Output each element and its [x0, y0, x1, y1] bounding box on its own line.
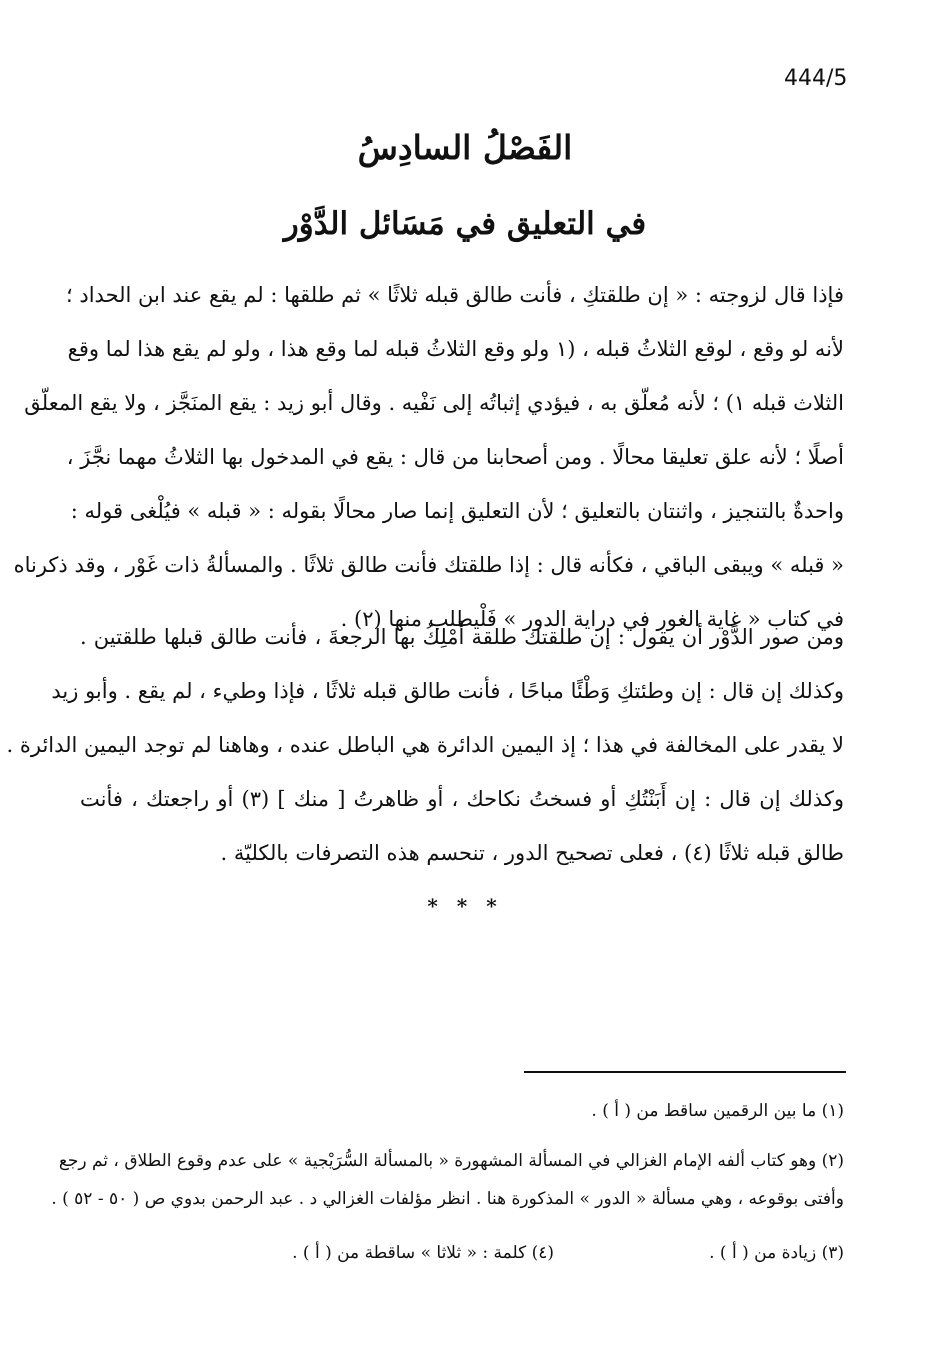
footnote-divider [524, 1071, 846, 1073]
paragraph-line: طالق قبله ثلاثًا (٤) ، فعلى تصحيح الدور ، تنحسم هذه التصرفات بالكليّة . [220, 841, 844, 865]
footnote-line: (٢) وهو كتاب ألفه الإمام الغزالي في المسألة المشهورة « بالمسألة السُّرَيْجية » على عدم وقوع الطلاق ، ثم رجع [58, 1151, 844, 1171]
paragraph-line: لأنه لو وقع ، لوقع الثلاثُ قبله ، (١ ولو وقع الثلاثُ قبله لما وقع هذا ، ولو لم يقع هذا لما وقع [67, 337, 844, 361]
paragraph-line: لا يقدر على المخالفة في هذا ؛ إذ اليمين الدائرة هي الباطل عنده ، وهاهنا لم توجد اليمين الدائرة . [6, 733, 844, 757]
paragraph-line: وكذلك إن قال : إن أَبَنْتُكِ أو فسختُ نكاحك ، أو ظاهرتُ [ منك ] (٣) أو راجعتك ، فأنت [80, 787, 844, 811]
paragraph-line: الثلاث قبله ١) ؛ لأنه مُعلّق به ، فيؤدي إثباتُه إلى نَفْيه . وقال أبو زيد : يقع المنَجَّز ، ولا يقع المعلّق [24, 391, 844, 415]
paragraph-line: في كتاب « غاية الغور في دراية الدور » فَلْيطلب منها (٢) . [340, 607, 844, 631]
footnote-2 [51, 1142, 844, 1218]
paragraph-2 [6, 610, 844, 880]
paragraph-line: واحدةٌ بالتنجيز ، واثنتان بالتعليق ؛ لأن التعليق إنما صار محالًا بقوله : « قبله » فيُلْغى قوله : [70, 499, 844, 523]
footnote-1 [80, 1092, 844, 1130]
paragraph-line: فإذا قال لزوجته : « إن طلقتكِ ، فأنت طالق قبله ثلاثًا » ثم طلقها : لم يقع عند ابن الحداد ؛ [66, 283, 844, 307]
paragraph-line: « قبله » ويبقى الباقي ، فكأنه قال : إذا طلقتك فأنت طالق ثلاثًا . والمسألةُ ذات غَوْر ، وقد ذكرناه [13, 553, 844, 577]
footnote-4: (٤) كلمة : « ثلاثا » ساقطة من ( أ ) . [292, 1243, 554, 1263]
paragraph-1 [13, 268, 844, 646]
section-separator: * * * [427, 894, 503, 918]
section-title: في التعليق في مَسَائل الدَّوْر [283, 206, 647, 242]
paragraph-line: ومن صور الدَّوْر أن يقول : إن طلقتك طلقة أَمْلِكُ بها الرجعةَ ، فأنت طالق قبلها طلقتين . [80, 625, 844, 649]
page-number: 444/5 [784, 66, 848, 91]
paragraph-line: أصلًا ؛ لأنه علق تعليقا محالًا . ومن أصحابنا من قال : يقع في المدخول بها الثلاثُ مهما نجَّزَ ، [66, 445, 844, 469]
footnote-line: (١) ما بين الرقمين ساقط من ( أ ) . [591, 1101, 844, 1121]
footnote-3: (٣) زيادة من ( أ ) . [709, 1243, 844, 1263]
chapter-title: الفَصْلُ السادِسُ [357, 128, 573, 167]
footnotes-3-4 [80, 1234, 844, 1272]
paragraph-line: وكذلك إن قال : إن وطئتكِ وَطْئًا مباحًا ، فأنت طالق قبله ثلاثًا ، فإذا وطيء ، لم يقع . وأبو زيد [51, 679, 844, 703]
footnote-line: وأفتى بوقوعه ، وهي مسألة « الدور » المذكورة هنا . انظر مؤلفات الغزالي د . عبد الرحمن بدوي ص ( ٥٠ - ٥٢ ) . [51, 1189, 844, 1209]
